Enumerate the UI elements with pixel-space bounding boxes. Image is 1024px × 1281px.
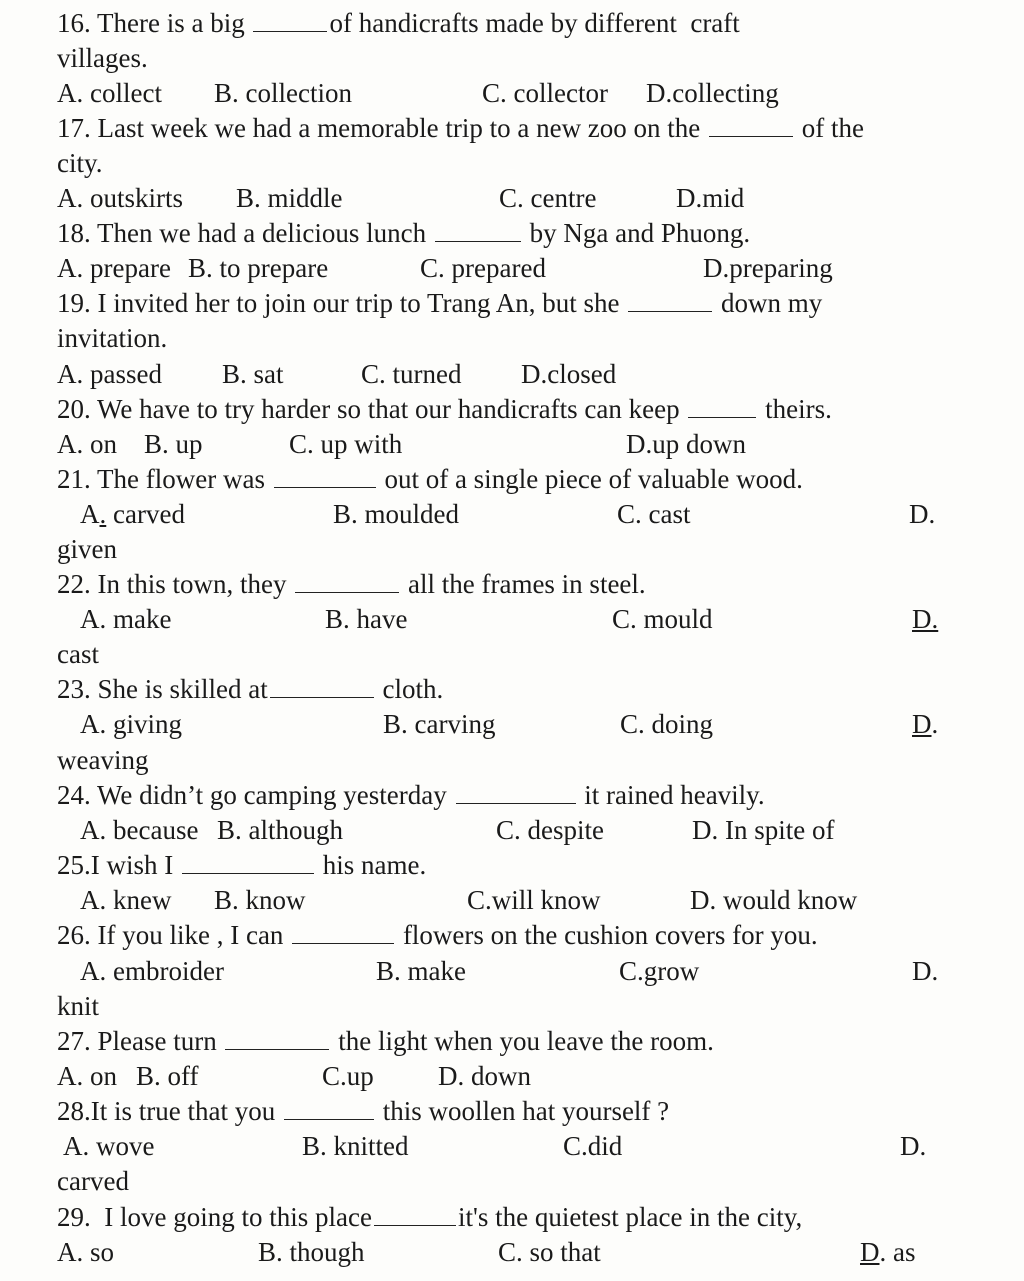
answer-blank[interactable]	[284, 1097, 374, 1120]
option-d[interactable]: D.	[900, 1131, 927, 1161]
answer-blank[interactable]	[253, 9, 327, 32]
option-d-text[interactable]: carved	[57, 1166, 129, 1196]
option-c[interactable]: C. collector	[482, 78, 608, 108]
answer-blank[interactable]	[270, 675, 374, 698]
option-a[interactable]: A. outskirts	[57, 183, 184, 213]
answer-blank[interactable]	[374, 1203, 456, 1226]
option-d[interactable]: D.up down	[626, 429, 746, 459]
question-19-stem: 19. I invited her to join our trip to Trang An, but she down my	[57, 288, 823, 318]
option-d[interactable]: D.closed	[521, 359, 617, 389]
option-c[interactable]: C. mould	[612, 604, 713, 634]
option-b[interactable]: B. to prepare	[188, 253, 329, 283]
cropped-bottom-line	[0, 1268, 1024, 1281]
question-26-stem: 26. If you like , I can flowers on the cushion covers for you.	[57, 920, 818, 950]
option-b[interactable]: B. up	[144, 429, 203, 459]
option-a[interactable]: A. so	[57, 1237, 115, 1267]
option-b[interactable]: B. middle	[236, 183, 343, 213]
option-a[interactable]: A. giving	[80, 709, 183, 739]
option-d[interactable]: D. would know	[690, 885, 858, 915]
answer-blank[interactable]	[292, 921, 394, 944]
answer-blank[interactable]	[435, 219, 521, 242]
answer-blank[interactable]	[225, 1027, 329, 1050]
answer-blank[interactable]	[628, 289, 712, 312]
option-a[interactable]: A. on	[57, 429, 117, 459]
option-b[interactable]: B. off	[136, 1061, 199, 1091]
question-18-stem: 18. Then we had a delicious lunch by Nga and Phuong.	[57, 218, 751, 248]
option-c[interactable]: C. cast	[617, 499, 691, 529]
option-d-text[interactable]: weaving	[57, 745, 149, 775]
option-a[interactable]: A. prepare	[57, 253, 171, 283]
option-c[interactable]: C. turned	[361, 359, 462, 389]
option-b[interactable]: B. sat	[222, 359, 284, 389]
option-d[interactable]: D. In spite of	[692, 815, 835, 845]
option-c[interactable]: C. centre	[499, 183, 597, 213]
option-d-text[interactable]: given	[57, 534, 117, 564]
question-17-stem: 17. Last week we had a memorable trip to a new zoo on the of the	[57, 113, 865, 143]
option-a[interactable]: A. because	[80, 815, 199, 845]
option-d[interactable]: D.	[912, 956, 939, 986]
option-a[interactable]: A. make	[80, 604, 172, 634]
question-24-stem: 24. We didn’t go camping yesterday it rained heavily.	[57, 780, 765, 810]
option-d[interactable]: D.	[912, 604, 939, 634]
option-a[interactable]: A. collect	[57, 78, 162, 108]
question-25-stem: 25.I wish I his name.	[57, 850, 427, 880]
option-c[interactable]: C. so that	[498, 1237, 601, 1267]
question-23-stem: 23. She is skilled at cloth.	[57, 674, 444, 704]
option-a[interactable]: A. on	[57, 1061, 117, 1091]
question-29-stem: 29. I love going to this place it's the quietest place in the city,	[57, 1202, 803, 1232]
question-20-stem: 20. We have to try harder so that our handicrafts can keep theirs.	[57, 394, 832, 424]
question-17-stem-cont: city.	[57, 148, 103, 178]
option-d[interactable]: D.	[912, 709, 939, 739]
question-16-stem: 16. There is a big of handicrafts made by different craft	[57, 8, 740, 38]
option-d[interactable]: D. down	[438, 1061, 531, 1091]
answer-blank[interactable]	[456, 781, 576, 804]
option-c[interactable]: C.will know	[467, 885, 601, 915]
option-c[interactable]: C.up	[322, 1061, 374, 1091]
question-27-stem: 27. Please turn the light when you leave the room.	[57, 1026, 714, 1056]
option-c[interactable]: C.did	[563, 1131, 623, 1161]
option-d[interactable]: D.preparing	[703, 253, 833, 283]
question-21-stem: 21. The flower was out of a single piece of valuable wood.	[57, 464, 803, 494]
option-b[interactable]: B. though	[258, 1237, 365, 1267]
option-b[interactable]: B. moulded	[333, 499, 459, 529]
answer-blank[interactable]	[688, 395, 756, 418]
option-d[interactable]: D. as	[860, 1237, 916, 1267]
option-c[interactable]: C. prepared	[420, 253, 546, 283]
option-d-text[interactable]: cast	[57, 639, 99, 669]
option-c[interactable]: C. despite	[496, 815, 604, 845]
option-a[interactable]: A. wove	[63, 1131, 155, 1161]
option-b[interactable]: B. although	[217, 815, 343, 845]
option-c[interactable]: C. doing	[620, 709, 714, 739]
option-a[interactable]: A. carved	[80, 499, 185, 529]
answer-blank[interactable]	[274, 465, 376, 488]
option-b[interactable]: B. knitted	[302, 1131, 409, 1161]
option-a[interactable]: A. passed	[57, 359, 162, 389]
question-19-stem-cont: invitation.	[57, 323, 168, 353]
answer-blank[interactable]	[709, 114, 793, 137]
option-d[interactable]: D.	[909, 499, 936, 529]
option-c[interactable]: C.grow	[619, 956, 700, 986]
question-28-stem: 28.It is true that you this woollen hat yourself ?	[57, 1096, 670, 1126]
answer-blank[interactable]	[182, 851, 314, 874]
question-22-stem: 22. In this town, they all the frames in steel.	[57, 569, 646, 599]
option-d-text[interactable]: knit	[57, 991, 100, 1021]
question-16-stem-cont: villages.	[57, 43, 148, 73]
option-c[interactable]: C. up with	[289, 429, 403, 459]
option-d[interactable]: D.collecting	[646, 78, 779, 108]
answer-blank[interactable]	[295, 570, 399, 593]
option-d[interactable]: D.mid	[676, 183, 745, 213]
option-b[interactable]: B. carving	[383, 709, 496, 739]
option-b[interactable]: B. make	[376, 956, 466, 986]
cropped-top-line	[0, 0, 1024, 4]
option-a[interactable]: A. embroider	[80, 956, 224, 986]
option-b[interactable]: B. have	[325, 604, 408, 634]
option-a[interactable]: A. knew	[80, 885, 172, 915]
option-b[interactable]: B. collection	[214, 78, 352, 108]
option-b[interactable]: B. know	[214, 885, 306, 915]
